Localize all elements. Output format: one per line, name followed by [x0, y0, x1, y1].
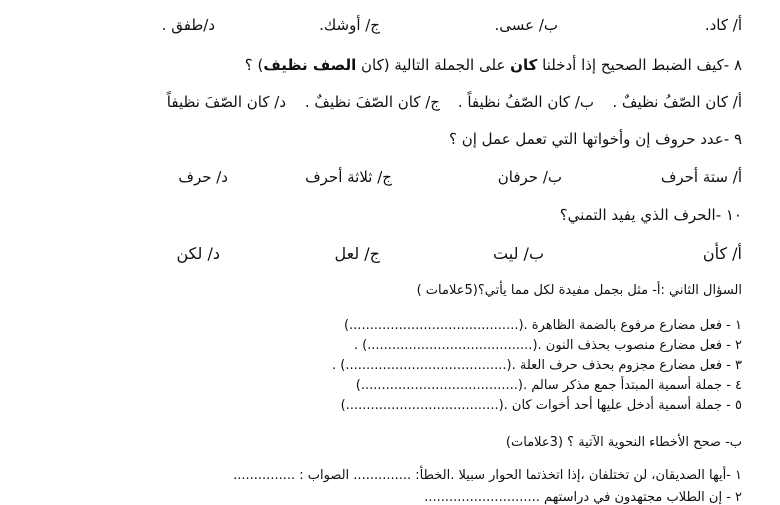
section2-item-2: ٢ - فعل مضارع منصوب بحذف النون .(........................................) . [353, 338, 742, 353]
section2-item-1: ١ - فعل مضارع مرفوع بالضمة الظاهرة .(.........................................) [343, 318, 742, 333]
q7-option-b: ب/ عسى. [494, 16, 558, 34]
q7-option-c: ج/ أوشك. [319, 16, 380, 34]
q8-question [245, 56, 742, 74]
q9-option-a: أ/ ستة أحرف [660, 168, 742, 186]
q8-bold-word: كان [510, 56, 538, 74]
q8-number: ٨ [733, 56, 742, 74]
q9-option-b: ب/ حرفان [497, 168, 562, 186]
section2b-item-1: ١ -أيها الصديقان، لن تختلفان ،إذا اتخذتما الحوار سبيلا .الخطأ: .............. الصواب : ............... [233, 468, 742, 483]
q7-option-d: د/طفق . [161, 16, 215, 34]
q7-option-a: أ/ كاد. [704, 16, 742, 34]
q9-option-d: د/ حرف [178, 168, 228, 186]
q8-option-b: ب/ كان الصّفُ نظيفاً . [457, 93, 594, 111]
section2b-heading: ب- صحح الأخطاء النحوية الآتية ؟ (3علامات) [505, 435, 742, 450]
section2-item-4: ٤ - جملة أسمية المبتدأ جمع مذكر سالم .(......................................) [355, 378, 742, 393]
section2-heading: السؤال الثاني :أ- مثل بجمل مفيدة لكل مما يأتي؟(5علامات ) [416, 283, 742, 298]
q8-text-before: -كيف الضبط الصحيح إذا أدخلنا [542, 56, 730, 74]
q9-option-c: ج/ ثلاثة أحرف [305, 168, 392, 186]
q8-option-c: ج/ كان الصّفَ نظيفٌ . [304, 93, 440, 111]
q8-bold-phrase: الصف نظيف [263, 56, 357, 74]
q10-option-c: ج/ لعل [334, 244, 380, 263]
q10-option-b: ب/ ليت [493, 244, 544, 263]
q8-option-d: د/ كان الصّفَ نظيفاً [166, 93, 286, 111]
section2-item-3: ٣ - فعل مضارع مجزوم بحذف حرف العلة .(.......................................) . [332, 358, 742, 373]
q8-text-after: ) ؟ [244, 56, 264, 74]
section2-item-5: ٥ - جملة أسمية أدخل عليها أحد أخوات كان .(.....................................) [340, 398, 742, 413]
q10-question: ١٠ -الحرف الذي يفيد التمني؟ [559, 206, 742, 224]
q10-option-d: د/ لكن [176, 244, 220, 263]
q8-option-a: أ/ كان الصّفُ نظيفٌ . [612, 93, 742, 111]
section2b-item-2: ٢ - إن الطلاب مجتهدون في دراستهم ............................ [424, 490, 742, 505]
q10-option-a: أ/ كأن [702, 244, 742, 263]
q8-text-middle: على الجملة التالية (كان [361, 56, 506, 74]
q9-question: ٩ -عدد حروف إن وأخواتها التي تعمل عمل إن ؟ [448, 130, 742, 148]
